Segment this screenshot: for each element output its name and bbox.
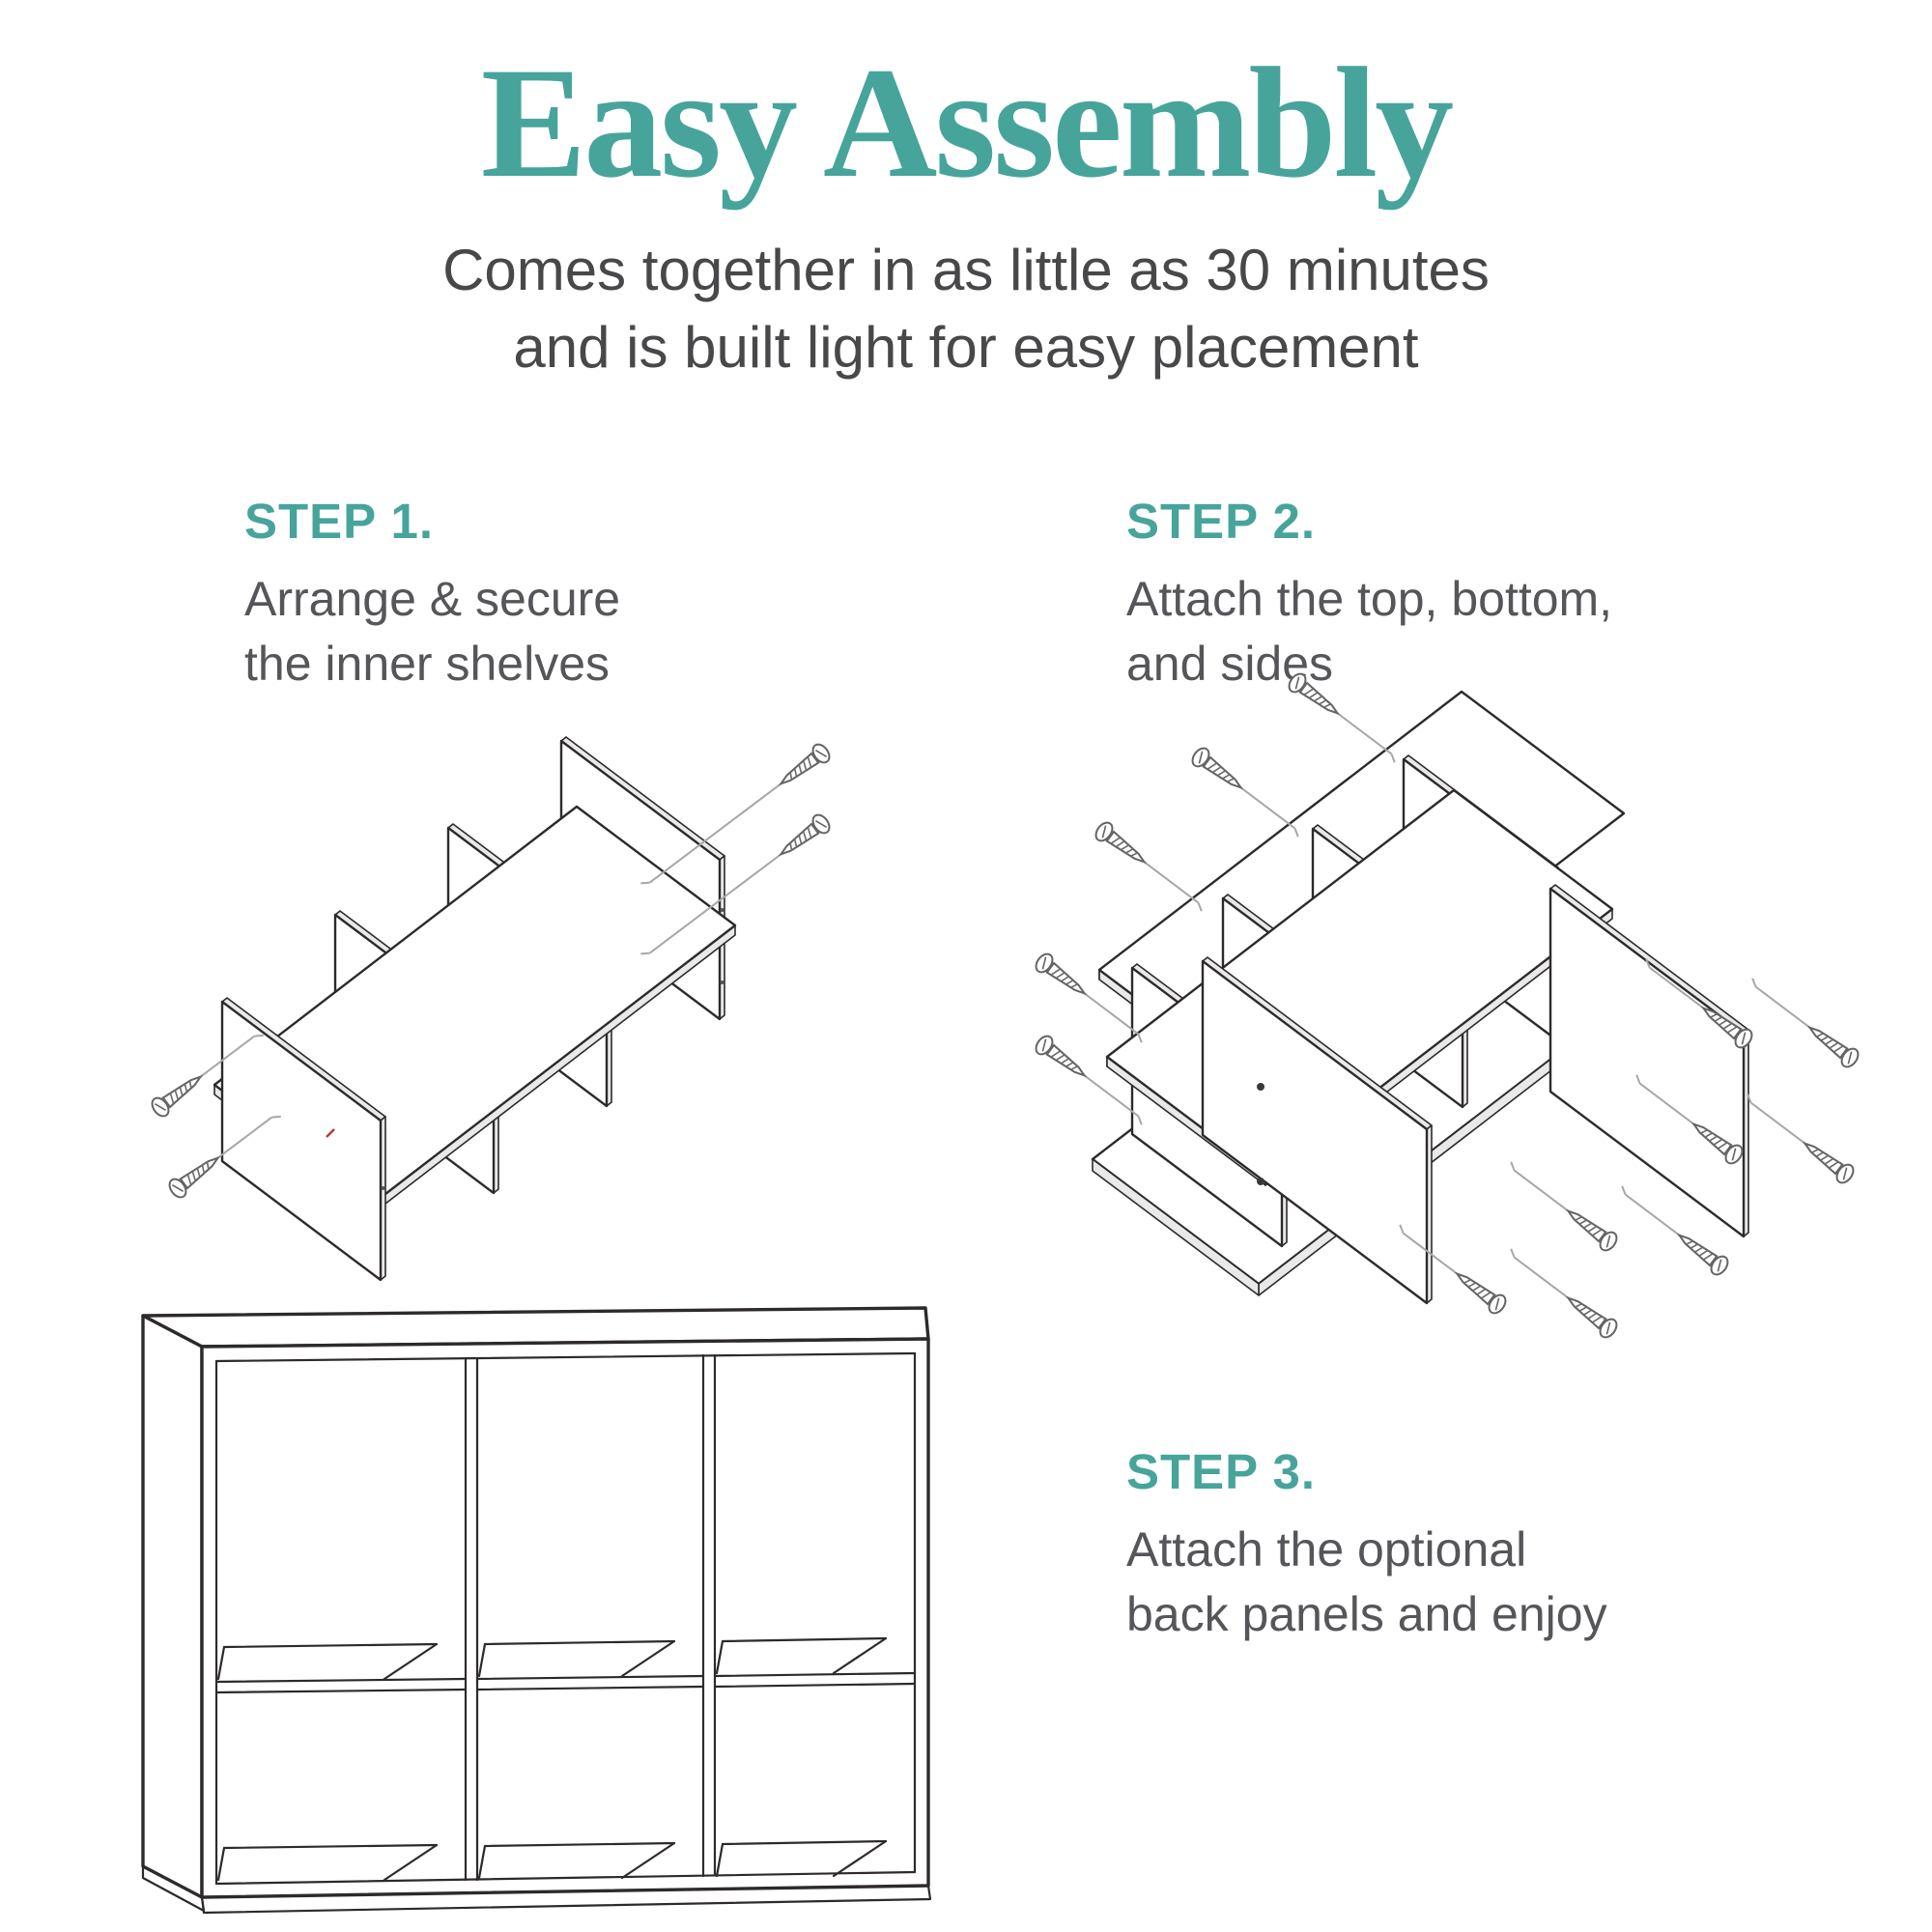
subtitle-line-2: and is built light for easy placement [513,314,1419,380]
page-title: Easy Assembly [480,36,1452,211]
step-2-block [1126,493,1612,696]
cabinet-outline [143,1308,930,1913]
subtitle-line-1: Comes together in as little as 30 minutes [442,238,1490,302]
step-1-block [244,493,620,696]
screw-icon [1739,1090,1857,1185]
step-2-label: STEP 2. [1126,494,1316,549]
step-2-desc-line-1: Attach the top, bottom, [1126,572,1613,626]
side-panel [1550,885,1748,1236]
cam-hole-dot [1257,1178,1264,1185]
cabinet-left-face [143,1316,202,1897]
screw-icon [1744,974,1861,1069]
step-3-desc-line-1: Attach the optional [1126,1522,1527,1577]
step-1-desc-line-1: Arrange & secure [244,572,621,626]
pilot-hole-dot [382,1186,385,1190]
screw-icon [1502,1244,1620,1340]
step-3-label: STEP 3. [1126,1444,1316,1499]
pilot-hole-dot [721,980,724,984]
step-1-desc-line-2: the inner shelves [244,637,611,691]
screw-icon [1502,1157,1620,1253]
cam-hole-dot [1257,1083,1264,1091]
page-subtitle [0,232,1932,386]
step-1-exploded-inner-shelves-diagram [145,736,879,1296]
step-3-desc-line-2: back panels and enjoy [1126,1587,1607,1641]
step-1-label: STEP 1. [244,494,434,549]
cabinet-front-face [202,1339,928,1897]
step-3-assembled-organizer-diagram [135,1306,956,1924]
step-2-desc-line-2: and sides [1126,637,1334,691]
step-3-block [1126,1443,1607,1647]
step-2-exploded-frame-diagram [971,671,1898,1386]
pilot-hole-dot [721,908,724,912]
